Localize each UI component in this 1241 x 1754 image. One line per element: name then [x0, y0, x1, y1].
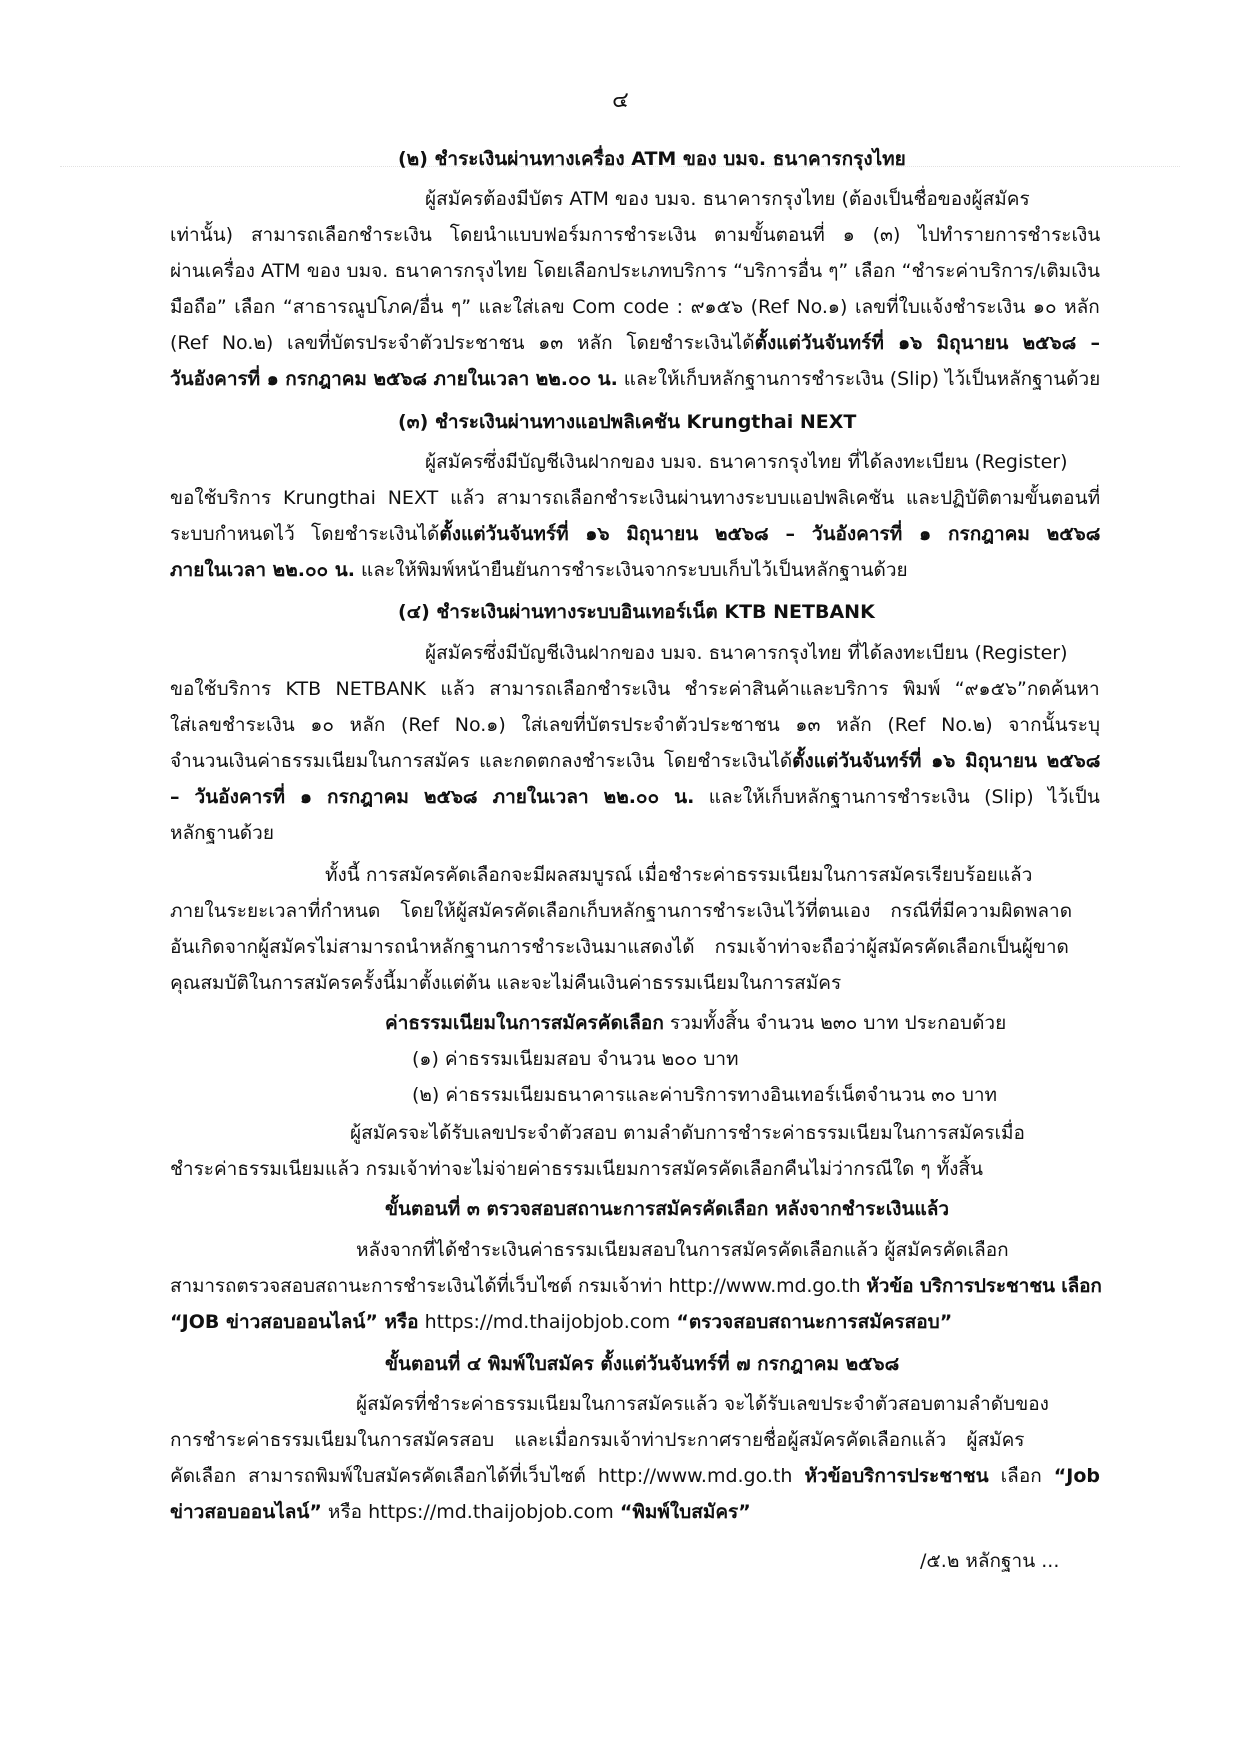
bold-text: – วันอังคารที่ ๑ กรกฎาคม ๒๕๖๘ ภายในเวลา ๒๒.๐๐ น.	[170, 786, 695, 808]
text-line	[356, 1387, 1049, 1421]
bold-text: “JOB ข่าวสอบออนไลน์” หรือ	[170, 1311, 419, 1333]
text-run: (๒) ค่าธรรมเนียมธนาคารและค่าบริการทางอินเทอร์เน็ตจำนวน ๓๐ บาท	[412, 1084, 998, 1106]
text-run: ภายในระยะเวลาที่กำหนด โดยให้ผู้สมัครคัดเลือกเก็บหลักฐานการชำระเงินไว้ที่ตนเอง กรณีที่มีความผิดพลาด	[170, 900, 1073, 922]
bold-text: ตั้งแต่วันจันทร์ที่ ๑๖ มิถุนายน ๒๕๖๘ – วันอังคารที่ ๑ กรกฎาคม ๒๕๖๘	[439, 523, 1101, 545]
text-run: ขอใช้บริการ Krungthai NEXT แล้ว สามารถเลือกชำระเงินผ่านทางระบบแอปพลิเคชัน และปฏิบัติตามขั้นตอนที่	[170, 487, 1101, 509]
text-run: รวมทั้งสิ้น จำนวน ๒๓๐ บาท ประกอบด้วย	[663, 1012, 1007, 1034]
text-run: ผ่านเครื่อง ATM ของ บมจ. ธนาคารกรุงไทย โดยเลือกประเภทบริการ “บริการอื่น ๆ” เลือก “ชำระค่าบริการ/เติมเงิน	[170, 260, 1100, 282]
text-run: ผู้สมัครต้องมีบัตร ATM ของ บมจ. ธนาคารกรุงไทย (ต้องเป็นชื่อของผู้สมัคร	[425, 188, 1030, 210]
text-line	[412, 1042, 739, 1076]
bold-text: ภายในเวลา ๒๒.๐๐ น.	[170, 559, 355, 581]
text-run: หรือ https://md.thaijobjob.com	[321, 1501, 620, 1523]
text-run: ผู้สมัครจะได้รับเลขประจำตัวสอบ ตามลำดับการชำระค่าธรรมเนียมในการสมัครเมื่อ	[350, 1122, 1025, 1144]
text-run: อันเกิดจากผู้สมัครไม่สามารถนำหลักฐานการชำระเงินมาแสดงได้ กรมเจ้าท่าจะถือว่าผู้สมัครคัดเลือกเป็นผู้ขาด	[170, 936, 1069, 958]
text-run: สามารถตรวจสอบสถานะการชำระเงินได้ที่เว็บไซต์ กรมเจ้าท่า http://www.md.go.th	[170, 1275, 867, 1297]
text-run: หลักฐานด้วย	[170, 822, 274, 844]
text-line	[170, 930, 1069, 964]
text-line	[170, 1305, 952, 1339]
text-line	[170, 218, 1100, 252]
text-run: ขอใช้บริการ KTB NETBANK แล้ว สามารถเลือกชำระเงิน ชำระค่าสินค้าและบริการ พิมพ์ “๙๑๕๖”กดค้นหา	[170, 678, 1100, 700]
text-line	[398, 405, 856, 439]
text-run: ผู้สมัครที่ชำระค่าธรรมเนียมในการสมัครแล้ว จะได้รับเลขประจำตัวสอบตามลำดับของ	[356, 1393, 1049, 1415]
text-run: คัดเลือก สามารถพิมพ์ใบสมัครคัดเลือกได้ที่เว็บไซต์ http://www.md.go.th	[170, 1465, 805, 1487]
text-run: และให้พิมพ์หน้ายืนยันการชำระเงินจากระบบเก็บไว้เป็นหลักฐานด้วย	[354, 559, 908, 581]
text-line	[425, 182, 1030, 216]
text-line	[398, 595, 875, 629]
text-line	[170, 1495, 751, 1529]
text-line	[170, 362, 1100, 396]
text-line	[170, 1152, 983, 1186]
bold-text: ตั้งแต่วันจันทร์ที่ ๑๖ มิถุนายน ๒๕๖๘ –	[754, 332, 1101, 354]
text-line	[170, 966, 841, 1000]
text-run: (๑) ค่าธรรมเนียมสอบ จำนวน ๒๐๐ บาท	[412, 1048, 739, 1070]
text-line	[170, 816, 274, 850]
text-run: ผู้สมัครซึ่งมีบัญชีเงินฝากของ บมจ. ธนาคารกรุงไทย ที่ได้ลงทะเบียน (Register)	[425, 642, 1068, 664]
bold-text: หัวข้อบริการประชาชน	[804, 1465, 989, 1487]
bold-text: ข่าวสอบออนไลน์”	[170, 1501, 322, 1523]
text-run: https://md.thaijobjob.com	[418, 1311, 677, 1333]
text-run: ผู้สมัครซึ่งมีบัญชีเงินฝากของ บมจ. ธนาคารกรุงไทย ที่ได้ลงทะเบียน (Register)	[425, 451, 1068, 473]
bold-text: (๔) ชำระเงินผ่านทางระบบอินเทอร์เน็ต KTB NETBANK	[398, 601, 875, 623]
bold-text: ขั้นตอนที่ ๔ พิมพ์ใบสมัคร ตั้งแต่วันจันทร์ที่ ๗ กรกฎาคม ๒๕๖๘	[385, 1353, 900, 1375]
text-line	[170, 1423, 1025, 1457]
text-run: และให้เก็บหลักฐานการชำระเงิน (Slip) ไว้เป็น	[694, 786, 1100, 808]
text-run: คุณสมบัติในการสมัครครั้งนี้มาตั้งแต่ต้น และจะไม่คืนเงินค่าธรรมเนียมในการสมัคร	[170, 972, 842, 994]
bold-text: ค่าธรรมเนียมในการสมัครคัดเลือก	[385, 1012, 664, 1034]
text-line	[170, 553, 908, 587]
text-run: ทั้งนี้ การสมัครคัดเลือกจะมีผลสมบูรณ์ เมื่อชำระค่าธรรมเนียมในการสมัครเรียบร้อยแล้ว	[325, 864, 1033, 886]
bold-text: ขั้นตอนที่ ๓ ตรวจสอบสถานะการสมัครคัดเลือก หลังจากชำระเงินแล้ว	[385, 1198, 950, 1220]
text-run: ใส่เลขชำระเงิน ๑๐ หลัก (Ref No.๑) ใส่เลขที่บัตรประจำตัวประชาชน ๑๓ หลัก (Ref No.๒) จากนั้นระบุ	[170, 714, 1101, 736]
bold-text: “ตรวจสอบสถานะการสมัครสอบ”	[676, 1311, 953, 1333]
text-line	[170, 1269, 1102, 1303]
text-line	[170, 708, 1100, 742]
text-line	[170, 326, 1100, 360]
text-line	[425, 636, 1068, 670]
text-run: และให้เก็บหลักฐานการชำระเงิน (Slip) ไว้เป็นหลักฐานด้วย	[617, 368, 1101, 390]
text-run: (Ref No.๒) เลขที่บัตรประจำตัวประชาชน ๑๓ หลัก โดยชำระเงินได้	[170, 332, 755, 354]
text-run: เท่านั้น) สามารถเลือกชำระเงิน โดยนำแบบฟอร์มการชำระเงิน ตามขั้นตอนที่ ๑ (๓) ไปทำรายการชำระเงิน	[170, 224, 1101, 246]
text-line	[385, 1347, 899, 1381]
text-run: ชำระค่าธรรมเนียมแล้ว กรมเจ้าท่าจะไม่จ่ายค่าธรรมเนียมการสมัครคัดเลือกคืนไม่ว่ากรณีใด ๆ ทั้งสิ้น	[170, 1158, 984, 1180]
text-line	[350, 1116, 1025, 1150]
bold-text: (๓) ชำระเงินผ่านทางแอปพลิเคชัน Krungthai NEXT	[398, 411, 857, 433]
bold-text: หัวข้อ บริการประชาชน เลือก	[866, 1275, 1102, 1297]
bold-text: “พิมพ์ใบสมัคร”	[619, 1501, 751, 1523]
text-run: /๕.๒ หลักฐาน ...	[920, 1550, 1060, 1572]
text-line	[356, 1233, 1009, 1267]
text-line	[425, 445, 1068, 479]
text-line	[920, 1544, 1059, 1578]
text-line	[398, 142, 906, 176]
text-line	[170, 672, 1100, 706]
page-number: ๔	[612, 88, 629, 113]
text-line	[412, 1078, 997, 1112]
text-line	[385, 1192, 949, 1226]
text-run: ระบบกำหนดไว้ โดยชำระเงินได้	[170, 523, 440, 545]
text-line	[170, 780, 1100, 814]
text-run: หลังจากที่ได้ชำระเงินค่าธรรมเนียมสอบในการสมัครคัดเลือกแล้ว ผู้สมัครคัดเลือก	[356, 1239, 1009, 1261]
bold-text: “Job	[1053, 1465, 1100, 1487]
bold-text: (๒) ชำระเงินผ่านทางเครื่อง ATM ของ บมจ. ธนาคารกรุงไทย	[398, 148, 906, 170]
text-line	[170, 517, 1100, 551]
text-line	[170, 290, 1100, 324]
text-line	[385, 1006, 1006, 1040]
text-run: จำนวนเงินค่าธรรมเนียมในการสมัคร และกดตกลงชำระเงิน โดยชำระเงินได้	[170, 750, 793, 772]
text-run: เลือก	[988, 1465, 1054, 1487]
text-line	[170, 744, 1100, 778]
text-line	[325, 858, 1032, 892]
text-run: มือถือ” เลือก “สาธารณูปโภค/อื่น ๆ” และใส่เลข Com code : ๙๑๕๖ (Ref No.๑) เลขที่ใบแจ้งชำระเงิน ๑๐ หลัก	[170, 296, 1100, 318]
text-run: การชำระค่าธรรมเนียมในการสมัครสอบ และเมื่อกรมเจ้าท่าประกาศรายชื่อผู้สมัครคัดเลือกแล้ว ผู้สมัคร	[170, 1429, 1025, 1451]
bold-text: วันอังคารที่ ๑ กรกฎาคม ๒๕๖๘ ภายในเวลา ๒๒.๐๐ น.	[170, 368, 618, 390]
text-line	[170, 894, 1072, 928]
text-line	[170, 1459, 1100, 1493]
text-line	[170, 254, 1100, 288]
text-line	[170, 481, 1100, 515]
bold-text: ตั้งแต่วันจันทร์ที่ ๑๖ มิถุนายน ๒๕๖๘	[792, 750, 1101, 772]
